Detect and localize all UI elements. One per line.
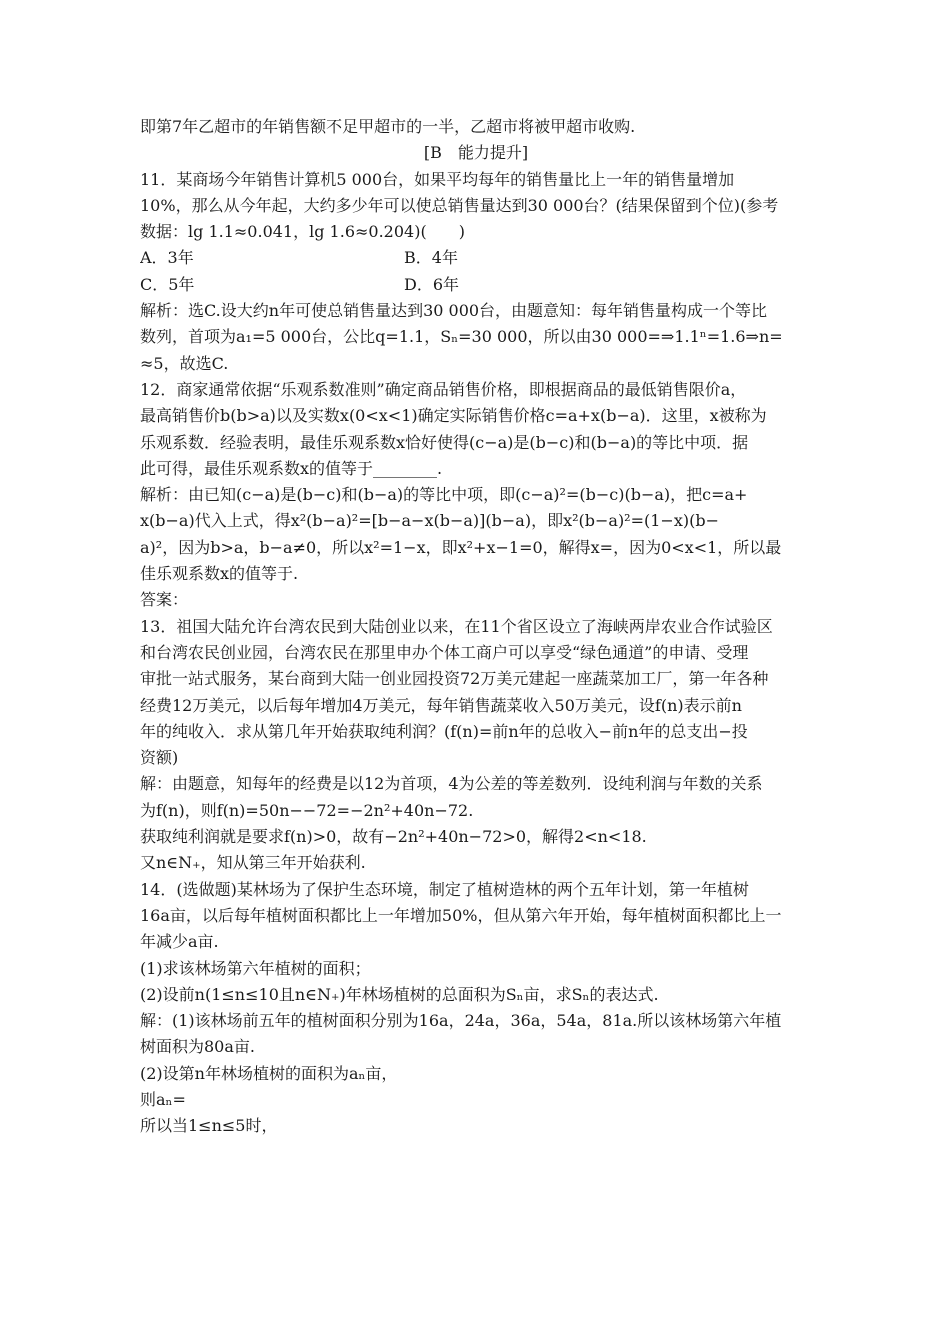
q11-stem-line: 数据：lg 1.1≈0.041，lg 1.6≈0.204)( ) <box>140 222 465 242</box>
q13-stem-line: 年的纯收入．求从第几年开始获取纯利润？(f(n)=前n年的总收入−前n年的总支出−投 <box>140 721 748 741</box>
q12-stem-line: 最高销售价b(b>a)以及实数x(0<x<1)确定实际销售价格c=a+x(b−a)．这里，x被称为 <box>140 406 767 426</box>
q14-solution-line: 所以当1≤n≤5时， <box>140 1116 278 1136</box>
q14-solution-line: 则aₙ= <box>140 1089 186 1109</box>
q11-option-a: A．3年 <box>140 248 194 268</box>
q11-options-row <box>140 272 812 298</box>
q12-stem-line: 乐观系数．经验表明，最佳乐观系数x恰好使得(c−a)是(b−c)和(b−a)的等比中项．据 <box>140 432 749 452</box>
q14-solution-line: 树面积为80a亩. <box>140 1037 255 1057</box>
section-title: [B 能力提升] <box>423 143 529 163</box>
q13-solution-line: 为f(n)，则f(n)=50n−−72=−2n²+40n−72. <box>140 800 474 820</box>
q12-analysis-line: x(b−a)代入上式，得x²(b−a)²=[b−a−x(b−a)](b−a)，即x²(b−a)²=(1−x)(b− <box>140 511 719 531</box>
q14-solution-line: 解：(1)该林场前五年的植树面积分别为16a，24a，36a，54a，81a.所以该林场第六年植 <box>140 1011 782 1031</box>
q13-solution-line: 获取纯利润就是要求f(n)>0，故有−2n²+40n−72>0，解得2<n<18. <box>140 827 647 847</box>
q12-analysis-line: 解析：由已知(c−a)是(b−c)和(b−a)的等比中项，即(c−a)²=(b−c)(b−a)，把c=a+ <box>140 485 748 505</box>
q11-analysis-line: 解析：选C.设大约n年可使总销售量达到30 000台，由题意知：每年销售量构成一个等比 <box>140 301 768 321</box>
question-11 <box>140 167 812 377</box>
q11-options-row <box>140 245 812 271</box>
q14-part-line: (1)求该林场第六年植树的面积； <box>140 958 371 978</box>
q12-stem-line: 12．商家通常依据“乐观系数准则”确定商品销售价格，即根据商品的最低销售限价a， <box>140 379 747 399</box>
q13-stem-line: 经费12万美元，以后每年增加4万美元，每年销售蔬菜收入50万美元，设f(n)表示前n <box>140 695 742 715</box>
q14-part-line: (2)设前n(1≤n≤10且n∈N₊)年林场植树的总面积为Sₙ亩，求Sₙ的表达式. <box>140 984 659 1004</box>
q13-stem-line: 资额) <box>140 748 179 768</box>
q13-stem-line: 和台湾农民创业园，台湾农民在那里申办个体工商户可以享受“绿色通道”的申请、受理 <box>140 642 749 662</box>
q12-answer: 答案： <box>140 590 189 610</box>
question-14 <box>140 877 812 1140</box>
q14-stem-line: 14．(选做题)某林场为了保护生态环境，制定了植树造林的两个五年计划，第一年植树 <box>140 879 749 899</box>
q11-analysis-line: 数列，首项为a₁=5 000台，公比q=1.1，Sₙ=30 000，所以由30 000=⇒1.1ⁿ=1.6⇒n= <box>140 327 783 347</box>
q13-solution-line: 又n∈N₊，知从第三年开始获利. <box>140 853 366 873</box>
intro-line: 即第7年乙超市的年销售额不足甲超市的一半，乙超市将被甲超市收购. <box>140 117 636 136</box>
q12-analysis-line: a)²，因为b>a，b−a≠0，所以x²=1−x，即x²+x−1=0，解得x=，因为0<x<1，所以最 <box>140 537 782 557</box>
q11-stem-line: 10%，那么从今年起，大约多少年可以使总销售量达到30 000台？(结果保留到个位)(参考 <box>140 195 779 215</box>
q14-stem-line: 16a亩，以后每年植树面积都比上一年增加50%，但从第六年开始，每年植树面积都比上一 <box>140 905 782 925</box>
q14-solution-line: (2)设第n年林场植树的面积为aₙ亩， <box>140 1063 398 1083</box>
q11-analysis-line: ≈5，故选C. <box>140 353 229 373</box>
question-13 <box>140 614 812 877</box>
q14-stem-line: 年减少a亩. <box>140 932 219 952</box>
q11-option-c: C．5年 <box>140 274 195 294</box>
q11-option-b: B．4年 <box>404 248 458 268</box>
q13-stem-line: 审批一站式服务，某台商到大陆一创业园投资72万美元建起一座蔬菜加工厂，第一年各种 <box>140 669 769 689</box>
question-12 <box>140 377 812 614</box>
document-page <box>140 114 812 1140</box>
q11-option-d: D．6年 <box>404 274 460 294</box>
q13-stem-line: 13．祖国大陆允许台湾农民到大陆创业以来，在11个省区设立了海峡两岸农业合作试验区 <box>140 616 773 636</box>
q13-solution-line: 解：由题意，知每年的经费是以12为首项，4为公差的等差数列．设纯利润与年数的关系 <box>140 774 763 794</box>
q12-stem-line: 此可得，最佳乐观系数x的值等于________. <box>140 458 443 478</box>
q11-stem-line: 11．某商场今年销售计算机5 000台，如果平均每年的销售量比上一年的销售量增加 <box>140 169 735 189</box>
q12-analysis-line: 佳乐观系数x的值等于. <box>140 564 299 584</box>
